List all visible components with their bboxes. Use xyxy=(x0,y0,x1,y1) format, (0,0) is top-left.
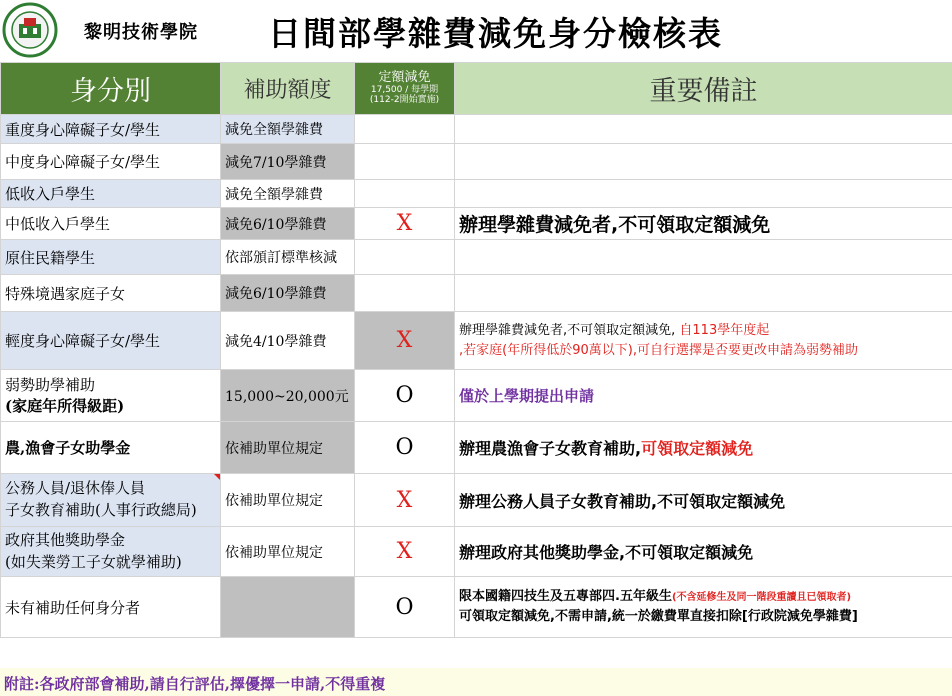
mark-cell: O xyxy=(355,422,455,474)
subsidy-cell: 減免全額學雜費 xyxy=(221,180,355,208)
subsidy-cell: 依補助單位規定 xyxy=(221,527,355,577)
identity-cell xyxy=(1,474,221,527)
mark-cell: X xyxy=(355,208,455,240)
subsidy-cell: 減免全額學雜費 xyxy=(221,115,355,144)
note-text: 辦理農漁會子女教育補助, xyxy=(459,439,642,458)
mark-cell: O xyxy=(355,577,455,638)
identity-cell: 特殊境遇家庭子女 xyxy=(1,275,221,312)
fixed-header-start: (112-2開始實施) xyxy=(369,94,440,105)
subsidy-cell: 依補助單位規定 xyxy=(221,422,355,474)
subsidy-cell: 減免4/10學雜費 xyxy=(221,312,355,370)
school-name: 黎明技術學院 xyxy=(84,22,198,43)
note-cell xyxy=(455,577,952,638)
note-cell xyxy=(455,312,952,370)
note-cell: 辦理學雜費減免者,不可領取定額減免 xyxy=(455,208,952,240)
note-highlight-cont: ,若家庭(年所得低於90萬以下),可自行選擇是否要更改申請為弱勢補助 xyxy=(459,342,858,358)
mark-cell xyxy=(355,240,455,275)
subsidy-cell xyxy=(221,577,355,638)
page-title: 日間部學雜費減免身分檢核表 xyxy=(268,14,723,53)
identity-cell: 原住民籍學生 xyxy=(1,240,221,275)
identity-cell: 輕度身心障礙子女/學生 xyxy=(1,312,221,370)
table-row xyxy=(1,422,952,474)
identity-line: 政府其他獎助學金 xyxy=(5,530,126,549)
note-cell xyxy=(455,115,952,144)
mark-cell xyxy=(355,180,455,208)
note-highlight: 自113學年度起 xyxy=(679,323,770,338)
mark-cell xyxy=(355,144,455,180)
identity-cell: 重度身心障礙子女/學生 xyxy=(1,115,221,144)
note-cell xyxy=(455,275,952,312)
identity-line-sub: (家庭年所得級距) xyxy=(5,396,125,415)
note-highlight: (不含延修生及同一階段重讀且已領取者) xyxy=(671,591,852,603)
note-text: 辦理學雜費減免者,不可領取定額減免, xyxy=(459,323,676,338)
note-cell: 辦理公務人員子女教育補助,不可領取定額減免 xyxy=(455,474,952,527)
col-header-identity: 身分別 xyxy=(1,63,221,115)
table-row xyxy=(1,370,952,422)
mark-cell xyxy=(355,115,455,144)
identity-cell xyxy=(1,527,221,577)
table-row xyxy=(1,577,952,638)
identity-cell: 中度身心障礙子女/學生 xyxy=(1,144,221,180)
note-text: 限本國籍四技生及五專部四.五年級生 xyxy=(459,588,672,604)
note-cell xyxy=(455,422,952,474)
mark-cell: O xyxy=(355,370,455,422)
mark-cell: X xyxy=(355,474,455,527)
note-text-cont: 可領取定額減免,不需申請,統一於繳費單直接扣除[行政院減免學雜費] xyxy=(459,609,858,624)
identity-cell xyxy=(1,370,221,422)
header xyxy=(0,0,952,62)
checklist-table xyxy=(0,62,952,638)
footer-note xyxy=(0,668,952,696)
mark-cell xyxy=(355,275,455,312)
table-row xyxy=(1,312,952,370)
note-cell: 辦理政府其他獎助學金,不可領取定額減免 xyxy=(455,527,952,577)
subsidy-cell: 減免7/10學雜費 xyxy=(221,144,355,180)
identity-cell: 農,漁會子女助學金 xyxy=(1,422,221,474)
table-row xyxy=(1,180,952,208)
table-row xyxy=(1,115,952,144)
note-cell xyxy=(455,240,952,275)
table-row xyxy=(1,474,952,527)
table-row xyxy=(1,527,952,577)
school-logo-icon xyxy=(2,2,58,58)
table-row xyxy=(1,275,952,312)
identity-cell: 未有補助任何身分者 xyxy=(1,577,221,638)
identity-line: 弱勢助學補助 xyxy=(5,375,96,394)
subsidy-cell: 依部頒訂標準核減 xyxy=(221,240,355,275)
note-cell xyxy=(455,180,952,208)
header-row xyxy=(1,63,952,115)
table-row xyxy=(1,240,952,275)
col-header-notes: 重要備註 xyxy=(455,63,952,115)
subsidy-cell: 15,000~20,000元 xyxy=(221,370,355,422)
identity-line-sub: (如失業勞工子女就學補助) xyxy=(5,552,182,571)
mark-cell: X xyxy=(355,527,455,577)
identity-cell: 中低收入戶學生 xyxy=(1,208,221,240)
table-row xyxy=(1,208,952,240)
identity-line-sub: 子女教育補助(人事行政總局) xyxy=(5,501,197,519)
footer-text: 附註:各政府部會補助,請自行評估,擇優擇一申請,不得重複 xyxy=(4,675,386,693)
identity-line: 公務人員/退休俸人員 xyxy=(5,479,146,498)
subsidy-cell: 減免6/10學雜費 xyxy=(221,275,355,312)
table-row xyxy=(1,144,952,180)
fixed-header-title: 定額減免 xyxy=(378,70,431,86)
note-cell xyxy=(455,144,952,180)
subsidy-cell: 減免6/10學雜費 xyxy=(221,208,355,240)
note-highlight: 可領取定額減免 xyxy=(641,439,754,458)
identity-cell: 低收入戶學生 xyxy=(1,180,221,208)
note-cell: 僅於上學期提出申請 xyxy=(455,370,952,422)
subsidy-cell: 依補助單位規定 xyxy=(221,474,355,527)
col-header-subsidy: 補助額度 xyxy=(221,63,355,115)
mark-cell: X xyxy=(355,312,455,370)
fixed-header-amount: 17,500 / 每學期 xyxy=(370,84,439,95)
col-header-fixed-reduction xyxy=(355,63,455,115)
